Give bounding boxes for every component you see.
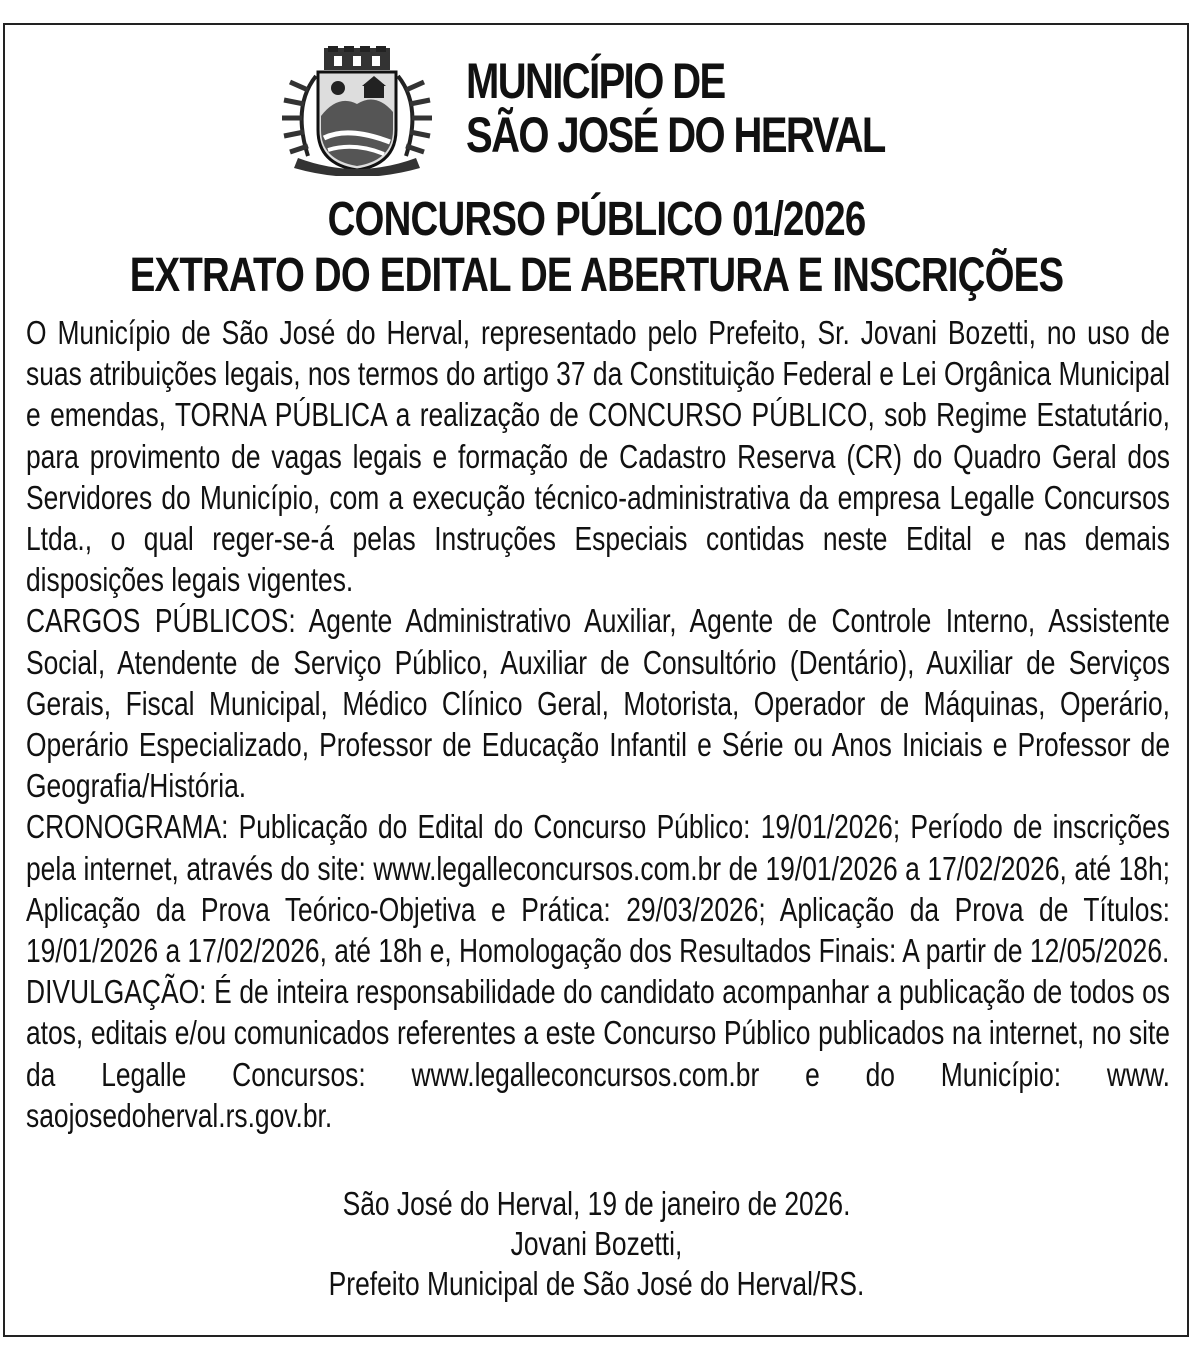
municipality-title-line1: MUNICÍPIO DE: [466, 53, 725, 109]
positions-paragraph: CARGOS PÚBLICOS: Agente Administrativo Auxiliar, Agente de Controle Interno, Assistente Social, Atendente de Serviço Público, Auxiliar de Consultório (Dentário), Auxiliar de Serviços Gerais, Fiscal Municipal, Médico Clínico Geral, Motorista, Operador de Máquinas, Operário, Operário Especializado, Professor de Educação Infantil e Série ou Anos Iniciais e Professor de Geografia/História.: [26, 602, 1170, 805]
disclosure-paragraph: DIVULGAÇÃO: É de inteira responsabilidade do candidato acompanhar a publicação de todos os atos, editais e/ou comunicados referentes a este Concurso Público publicados na internet, no site da Legalle Concursos: www.legalleconcursos.com.br e do Município: www. saojosedoherval.rs.gov.br.: [26, 973, 1170, 1134]
place-date: São José do Herval, 19 de janeiro de 2026.: [342, 1185, 851, 1222]
intro-paragraph: O Município de São José do Herval, representado pelo Prefeito, Sr. Jovani Bozetti, no uso de suas atribuições legais, nos termos do artigo 37 da Constituição Federal e Lei Orgânica Municipal e emendas, TORNA PÚBLICA a realização de CONCURSO PÚBLICO, sob Regime Estatutário, para provimento de vagas legais e formação de Cadastro Reserva (CR) do Quadro Geral dos Servidores do Município, com a execução técnico-administrativa da empresa Legalle Concursos Ltda., o qual reger-se-á pelas Instruções Especiais contidas neste Edital e nas demais disposições legais vigentes.: [26, 314, 1170, 599]
notice-titles: [0, 192, 1193, 304]
signature-block: [0, 1184, 1193, 1304]
municipality-title-line2: SÃO JOSÉ DO HERVAL: [466, 107, 885, 163]
signer-name: Jovani Bozetti,: [510, 1225, 683, 1262]
notice-subtitle: EXTRATO DO EDITAL DE ABERTURA E INSCRIÇÕES: [129, 249, 1064, 302]
municipality-title: [466, 54, 885, 162]
contest-title: CONCURSO PÚBLICO 01/2026: [327, 193, 866, 246]
page-header: [0, 24, 1193, 174]
notice-body: [26, 312, 1170, 1136]
signer-role: Prefeito Municipal de São José do Herval/RS.: [328, 1265, 865, 1302]
schedule-paragraph: CRONOGRAMA: Publicação do Edital do Concurso Público: 19/01/2026; Período de inscrições pela internet, através do site: www.legalleconcursos.com.br de 19/01/2026 a 17/02/2026, até 18h; Aplicação da Prova Teórico-Objetiva e Prática: 29/03/2026; Aplicação da Prova de Títulos: 19/01/2026 a 17/02/2026, até 18h e, Homologação dos Resultados Finais: A partir de 12/05/2026.: [26, 808, 1170, 970]
municipal-coat-of-arms-icon: [278, 46, 436, 176]
